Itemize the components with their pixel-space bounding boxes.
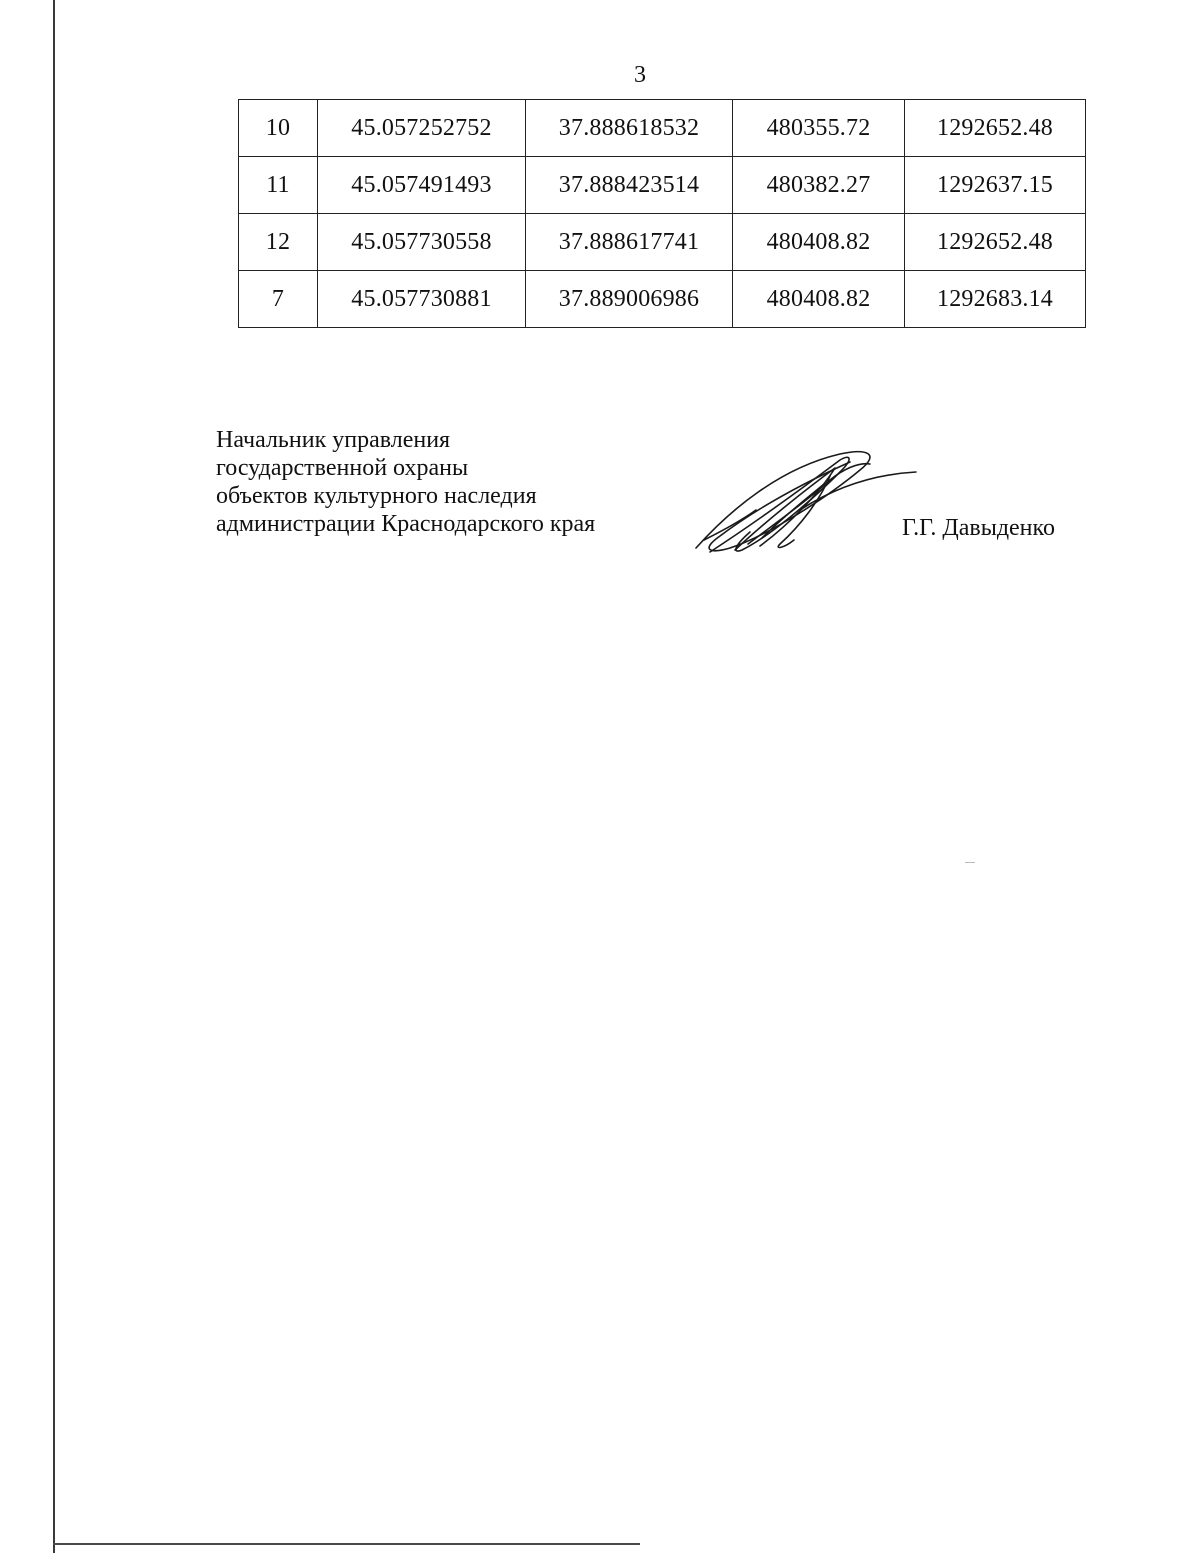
y-coordinate-cell: 1292652.48 xyxy=(905,214,1086,271)
scan-edge-left xyxy=(53,0,55,1553)
latitude-cell: 45.057491493 xyxy=(318,157,526,214)
longitude-cell: 37.888617741 xyxy=(526,214,733,271)
table-row xyxy=(239,214,1086,271)
coordinates-table xyxy=(238,99,1086,328)
x-coordinate-cell: 480408.82 xyxy=(733,214,905,271)
latitude-cell: 45.057730558 xyxy=(318,214,526,271)
longitude-cell: 37.888423514 xyxy=(526,157,733,214)
x-coordinate-cell: 480382.27 xyxy=(733,157,905,214)
y-coordinate-cell: 1292652.48 xyxy=(905,100,1086,157)
latitude-cell: 45.057730881 xyxy=(318,271,526,328)
position-line: Начальник управления xyxy=(216,427,451,453)
y-coordinate-cell: 1292683.14 xyxy=(905,271,1086,328)
longitude-cell: 37.889006986 xyxy=(526,271,733,328)
latitude-cell: 45.057252752 xyxy=(318,100,526,157)
signatory-position xyxy=(216,426,595,538)
position-line: объектов культурного наследия xyxy=(216,483,537,509)
handwritten-signature xyxy=(690,440,920,560)
point-number-cell: 10 xyxy=(239,100,318,157)
position-line: государственной охраны xyxy=(216,455,469,481)
x-coordinate-cell: 480408.82 xyxy=(733,271,905,328)
table-row xyxy=(239,271,1086,328)
signer-name: Г.Г. Давыденко xyxy=(902,515,1055,541)
x-coordinate-cell: 480355.72 xyxy=(733,100,905,157)
scan-speck xyxy=(965,862,975,863)
table-row xyxy=(239,100,1086,157)
scan-edge-bottom xyxy=(53,1543,640,1545)
point-number-cell: 7 xyxy=(239,271,318,328)
y-coordinate-cell: 1292637.15 xyxy=(905,157,1086,214)
longitude-cell: 37.888618532 xyxy=(526,100,733,157)
position-line: администрации Краснодарского края xyxy=(216,511,596,537)
point-number-cell: 11 xyxy=(239,157,318,214)
table-row xyxy=(239,157,1086,214)
page-number: 3 xyxy=(634,62,646,88)
point-number-cell: 12 xyxy=(239,214,318,271)
